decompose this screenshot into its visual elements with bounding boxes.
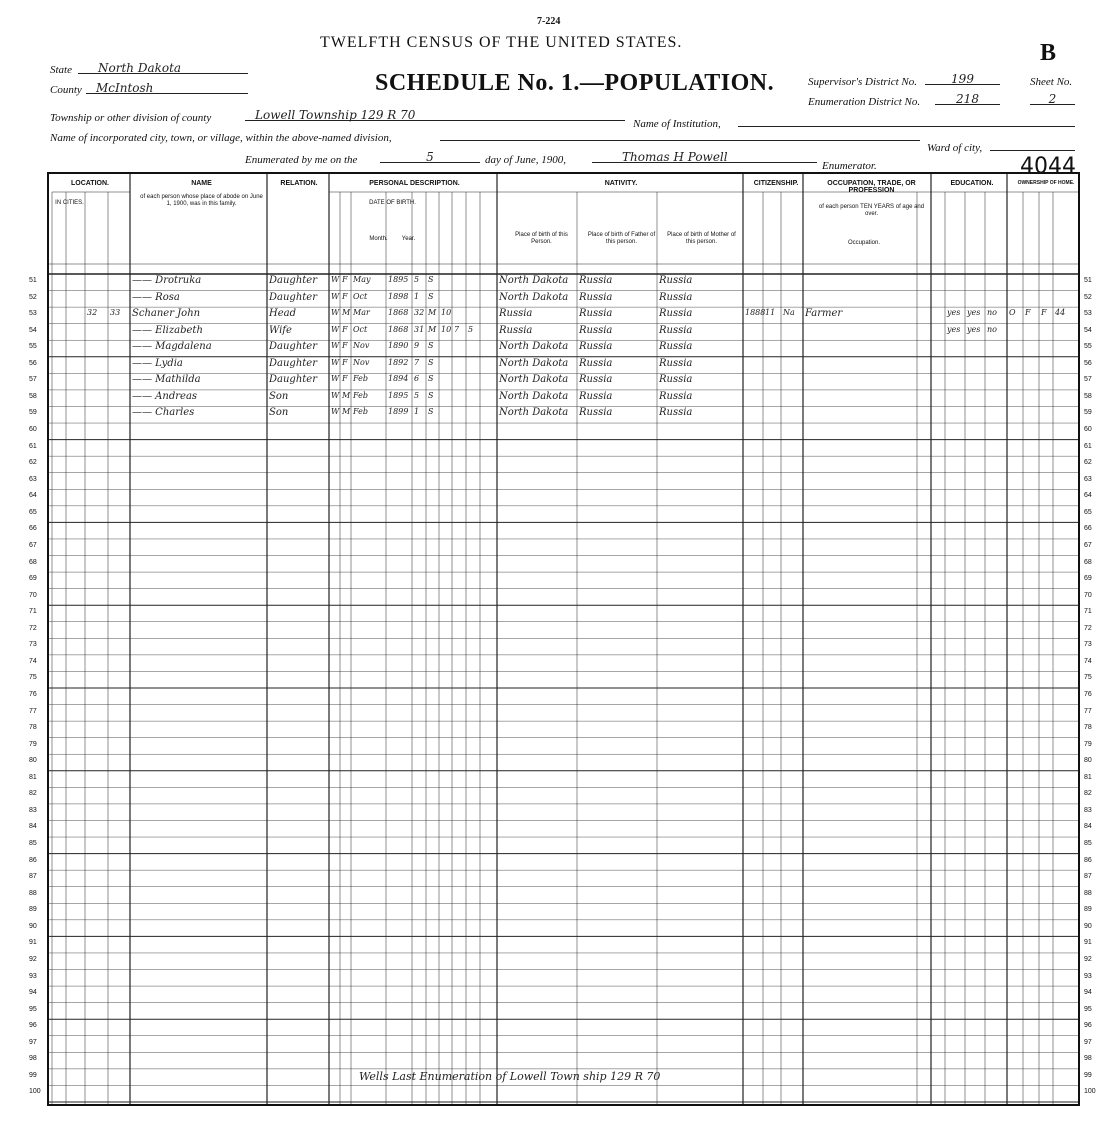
state-value: North Dakota	[98, 61, 182, 75]
cell-marital: M	[428, 324, 437, 334]
row-number-right: 62	[1084, 459, 1092, 467]
cell-relation: Son	[269, 390, 289, 402]
cell-name: —— Mathilda	[132, 374, 201, 386]
cell-name: —— Magdalena	[132, 341, 212, 353]
row-number-right: 89	[1084, 906, 1092, 914]
header-education: EDUCATION.	[950, 180, 994, 187]
state-field[interactable]	[78, 59, 248, 74]
row-number-right: 72	[1084, 624, 1092, 632]
row-number-right: 53	[1084, 310, 1092, 318]
row-number-left: 100	[29, 1088, 41, 1096]
cell-month: Oct	[353, 324, 368, 334]
cell-marital: S	[428, 407, 434, 417]
cell-birth-father: Russia	[579, 291, 613, 303]
cell-name: —— Lydia	[132, 357, 183, 369]
row-number-left: 69	[29, 575, 37, 583]
enumerated-label: Enumerated by me on the	[245, 154, 358, 166]
row-number-right: 93	[1084, 972, 1092, 980]
county-value: McIntosh	[96, 81, 154, 95]
form-code: 7-224	[537, 16, 561, 27]
row-number-right: 71	[1084, 608, 1092, 616]
cell-month: May	[353, 275, 371, 284]
row-number-left: 58	[29, 392, 37, 400]
cell-color: W	[331, 308, 340, 318]
row-number-right: 59	[1084, 409, 1092, 417]
cell-relation: Wife	[269, 324, 292, 336]
row-number-left: 61	[29, 442, 37, 450]
ward-label: Ward of city,	[927, 142, 983, 154]
cell-month: Nov	[353, 341, 370, 351]
row-number-left: 96	[29, 1022, 37, 1030]
cell-birth-father: Russia	[579, 308, 613, 320]
cell-birth-father: Russia	[579, 407, 613, 419]
cell-birth-mother: Russia	[659, 275, 693, 286]
cell-family: 33	[110, 308, 121, 318]
row-number-right: 90	[1084, 922, 1092, 930]
cell-occupation: Farmer	[805, 308, 843, 320]
cell-years-married: 10	[441, 324, 452, 334]
header-relation: RELATION.	[280, 180, 318, 187]
cell-children: 7	[454, 324, 460, 334]
header-occupation-sub: of each person TEN YEARS of age and over.	[818, 204, 925, 217]
row-number-left: 85	[29, 840, 37, 848]
cell-birth-mother: Russia	[659, 390, 693, 402]
cell-birth-person: Russia	[499, 324, 533, 336]
cell-month: Feb	[353, 390, 368, 400]
cell-name: —— Drotruka	[132, 275, 202, 286]
cell-name: Schaner John	[132, 308, 201, 320]
row-number-right: 99	[1084, 1071, 1092, 1079]
header-in-cities: IN CITIES.	[55, 200, 84, 206]
row-number-right: 60	[1084, 426, 1092, 434]
state-label: State	[50, 64, 72, 76]
row-number-right: 67	[1084, 541, 1092, 549]
row-number-right: 94	[1084, 989, 1092, 997]
row-number-left: 70	[29, 591, 37, 599]
header-occupation-col: Occupation.	[847, 240, 881, 246]
enumeration-field[interactable]	[935, 90, 1000, 105]
cell-birth-mother: Russia	[659, 324, 693, 336]
row-number-right: 80	[1084, 757, 1092, 765]
row-number-left: 59	[29, 409, 37, 417]
row-number-right: 100	[1084, 1088, 1096, 1096]
cell-age: 1	[414, 407, 420, 417]
row-number-left: 72	[29, 624, 37, 632]
cell-age: 1	[414, 291, 420, 301]
row-number-right: 74	[1084, 657, 1092, 665]
township-value: Lowell Township 129 R 70	[255, 108, 416, 122]
cell-birth-father: Russia	[579, 374, 613, 386]
cell-birth-mother: Russia	[659, 407, 693, 419]
enumerated-day: 5	[426, 150, 434, 164]
sheet-letter: B	[1040, 40, 1057, 66]
cell-birth-mother: Russia	[659, 291, 693, 303]
cell-sex: F	[342, 341, 348, 351]
row-number-left: 81	[29, 773, 37, 781]
row-number-right: 97	[1084, 1038, 1092, 1046]
row-number-right: 95	[1084, 1005, 1092, 1013]
cell-year: 1892	[388, 357, 409, 367]
cell-sex: F	[342, 324, 348, 334]
supervisor-label: Supervisor's District No.	[808, 76, 917, 88]
cell-name: —— Andreas	[132, 390, 198, 402]
row-number-left: 73	[29, 641, 37, 649]
sheet-label: Sheet No.	[1030, 76, 1073, 88]
township-field[interactable]	[245, 106, 625, 121]
cell-birth-mother: Russia	[659, 308, 693, 320]
header-personal: PERSONAL DESCRIPTION.	[369, 180, 460, 187]
row-number-right: 55	[1084, 343, 1092, 351]
row-number-left: 80	[29, 757, 37, 765]
row-number-right: 82	[1084, 790, 1092, 798]
cell-name: —— Elizabeth	[132, 324, 203, 336]
cell-month: Feb	[353, 374, 368, 384]
cell-sex: M	[342, 308, 351, 318]
cell-birth-person: North Dakota	[499, 275, 569, 286]
footer-note: Wells Last Enumeration of Lowell Town ship 129 R 70	[359, 1070, 661, 1083]
sheet-value: 2	[1048, 92, 1057, 106]
row-number-left: 99	[29, 1071, 37, 1079]
row-number-left: 76	[29, 691, 37, 698]
cell-birth-person: North Dakota	[499, 390, 569, 402]
row-number-right: 66	[1084, 525, 1092, 533]
cell-name: —— Charles	[132, 407, 195, 419]
row-number-right: 63	[1084, 475, 1092, 483]
row-number-right: 92	[1084, 955, 1092, 963]
cell-birth-person: Russia	[499, 308, 533, 320]
institution-label: Name of Institution,	[633, 118, 721, 130]
cell-year: 1868	[388, 308, 409, 318]
enumeration-value: 218	[956, 92, 979, 106]
row-number-left: 95	[29, 1005, 37, 1013]
cell-year: 1895	[388, 275, 409, 284]
township-label: Township or other division of county	[50, 112, 212, 124]
cell-birth-person: North Dakota	[499, 341, 569, 353]
row-number-left: 94	[29, 989, 37, 997]
row-number-left: 54	[29, 326, 37, 334]
row-number-right: 56	[1084, 359, 1092, 367]
cell-year: 1868	[388, 324, 409, 334]
cell-farm: F	[1041, 308, 1047, 318]
cell-relation: Daughter	[269, 291, 317, 303]
supervisor-field[interactable]	[925, 70, 1000, 85]
cell-color: W	[331, 357, 340, 367]
row-number-left: 79	[29, 740, 37, 748]
cell-age: 5	[414, 390, 420, 400]
enumerator-field[interactable]	[592, 148, 817, 163]
row-number-left: 92	[29, 955, 37, 963]
cell-year: 1899	[388, 407, 409, 417]
cell-owned: O	[1009, 308, 1016, 318]
row-number-right: 54	[1084, 326, 1092, 334]
row-number-left: 78	[29, 724, 37, 732]
cell-sex: F	[342, 357, 348, 367]
row-number-right: 96	[1084, 1022, 1092, 1030]
header-location: LOCATION.	[71, 180, 109, 187]
row-number-right: 76	[1084, 691, 1092, 698]
county-field[interactable]	[86, 79, 248, 94]
row-number-right: 87	[1084, 873, 1092, 881]
row-number-left: 86	[29, 856, 37, 864]
cell-month: Oct	[353, 291, 368, 301]
row-number-right: 78	[1084, 724, 1092, 732]
cell-color: W	[331, 390, 340, 400]
enumerated-day-field[interactable]	[380, 148, 480, 163]
cell-year: 1894	[388, 374, 409, 384]
cell-month: Mar	[353, 308, 370, 318]
cell-relation: Daughter	[269, 357, 317, 369]
cell-birth-father: Russia	[579, 357, 613, 369]
county-label: County	[50, 84, 82, 96]
cell-birth-mother: Russia	[659, 357, 693, 369]
cell-year: 1890	[388, 341, 409, 351]
cell-relation: Head	[269, 308, 297, 320]
cell-name: —— Rosa	[132, 291, 180, 303]
cell-relation: Son	[269, 407, 289, 419]
cell-relation: Daughter	[269, 275, 317, 286]
cell-birth-person: North Dakota	[499, 407, 569, 419]
row-number-left: 89	[29, 906, 37, 914]
cell-write: yes	[967, 308, 981, 318]
schedule-title: SCHEDULE No. 1.—POPULATION.	[375, 70, 775, 96]
row-number-right: 73	[1084, 641, 1092, 649]
row-number-left: 77	[29, 707, 37, 715]
cell-sex: F	[342, 291, 348, 301]
cell-marital: S	[428, 374, 434, 384]
cell-year: 1895	[388, 390, 409, 400]
row-number-left: 75	[29, 674, 37, 682]
header-year: Year.	[401, 236, 416, 242]
row-number-left: 62	[29, 459, 37, 467]
header-nat-mother: Place of birth of Mother of this person.	[667, 232, 736, 245]
row-number-right: 79	[1084, 740, 1092, 748]
row-number-right: 85	[1084, 840, 1092, 848]
cell-free: F	[1025, 308, 1031, 318]
cell-birth-father: Russia	[579, 341, 613, 353]
row-number-right: 68	[1084, 558, 1092, 566]
row-number-left: 55	[29, 343, 37, 351]
row-number-right: 69	[1084, 575, 1092, 583]
row-number-left: 98	[29, 1055, 37, 1063]
row-number-right: 88	[1084, 889, 1092, 897]
cell-age: 32	[414, 308, 425, 318]
stamp-number: 4044	[1020, 154, 1076, 179]
cell-birth-person: North Dakota	[499, 291, 569, 303]
row-number-right: 51	[1084, 277, 1092, 284]
row-number-left: 74	[29, 657, 37, 665]
cell-immigration: 1888	[745, 308, 766, 318]
cell-schedule: 44	[1055, 308, 1066, 318]
cell-birth-father: Russia	[579, 275, 613, 286]
cell-birth-person: North Dakota	[499, 374, 569, 386]
cell-marital: S	[428, 357, 434, 367]
cell-birth-mother: Russia	[659, 341, 693, 353]
supervisor-value: 199	[951, 72, 974, 86]
enumerator-label: Enumerator.	[822, 160, 877, 172]
row-number-right: 91	[1084, 939, 1092, 947]
row-number-left: 64	[29, 492, 37, 500]
cell-read: yes	[947, 308, 961, 318]
row-number-right: 98	[1084, 1055, 1092, 1063]
cell-marital: S	[428, 390, 434, 400]
row-number-left: 66	[29, 525, 37, 533]
sheet-field[interactable]	[1030, 90, 1075, 105]
cell-age: 9	[414, 341, 420, 351]
cell-english: no	[987, 308, 997, 318]
cell-relation: Daughter	[269, 341, 317, 353]
cell-month: Feb	[353, 407, 368, 417]
census-title: TWELFTH CENSUS OF THE UNITED STATES.	[320, 34, 683, 51]
row-number-left: 67	[29, 541, 37, 549]
row-number-right: 64	[1084, 492, 1092, 500]
header-nativity: NATIVITY.	[604, 180, 638, 187]
cell-age: 31	[414, 324, 425, 334]
cell-sex: M	[342, 407, 351, 417]
row-number-right: 61	[1084, 442, 1092, 450]
cell-sex: F	[342, 275, 348, 284]
cell-age: 5	[414, 275, 420, 284]
cell-years-us: 11	[765, 308, 776, 318]
row-number-left: 68	[29, 558, 37, 566]
cell-color: W	[331, 291, 340, 301]
header-name-sub: of each person whose place of abode on June 1, 1900, was in this family.	[140, 194, 263, 207]
row-number-left: 60	[29, 426, 37, 434]
row-number-right: 65	[1084, 508, 1092, 516]
institution-field[interactable]	[738, 112, 1075, 127]
row-number-right: 81	[1084, 773, 1092, 781]
cell-marital: M	[428, 308, 437, 318]
row-number-left: 90	[29, 922, 37, 930]
row-number-right: 57	[1084, 376, 1092, 384]
row-number-right: 86	[1084, 856, 1092, 864]
row-number-right: 58	[1084, 392, 1092, 400]
row-number-left: 53	[29, 310, 37, 318]
cell-marital: S	[428, 275, 434, 284]
cell-english: no	[987, 324, 997, 334]
enumeration-label: Enumeration District No.	[808, 96, 921, 108]
cell-color: W	[331, 374, 340, 384]
row-number-left: 88	[29, 889, 37, 897]
row-number-left: 91	[29, 939, 37, 947]
cell-marital: S	[428, 341, 434, 351]
cell-color: W	[331, 341, 340, 351]
row-number-left: 51	[29, 277, 37, 284]
cell-color: W	[331, 275, 340, 284]
cell-color: W	[331, 324, 340, 334]
cell-sex: M	[342, 390, 351, 400]
cell-age: 6	[414, 374, 420, 384]
row-number-left: 83	[29, 806, 37, 814]
header-name: NAME	[191, 180, 212, 187]
row-number-left: 87	[29, 873, 37, 881]
row-number-left: 56	[29, 359, 37, 367]
cell-read: yes	[947, 324, 961, 334]
cell-year: 1898	[388, 291, 409, 301]
cell-age: 7	[414, 357, 420, 367]
cell-living: 5	[468, 324, 474, 334]
row-number-right: 52	[1084, 293, 1092, 301]
header-month: Month.	[369, 236, 388, 242]
enumerated-rest: day of June, 1900,	[485, 154, 566, 166]
row-number-right: 75	[1084, 674, 1092, 682]
header-citizenship: CITIZENSHIP.	[753, 180, 799, 187]
cell-month: Nov	[353, 357, 370, 367]
row-number-left: 97	[29, 1038, 37, 1046]
cell-birth-father: Russia	[579, 390, 613, 402]
row-number-right: 70	[1084, 591, 1092, 599]
city-field[interactable]	[440, 126, 920, 141]
census-grid	[29, 172, 1096, 1106]
header-nat-person: Place of birth of this Person.	[515, 232, 568, 245]
cell-sex: F	[342, 374, 348, 384]
row-number-right: 83	[1084, 806, 1092, 814]
cell-dwelling: 32	[87, 308, 98, 318]
header-ownership: OWNERSHIP OF HOME.	[1017, 180, 1075, 186]
row-number-right: 84	[1084, 823, 1092, 831]
city-label: Name of incorporated city, town, or village, within the above-named division,	[50, 132, 392, 144]
cell-color: W	[331, 407, 340, 417]
row-number-left: 84	[29, 823, 37, 831]
row-number-left: 65	[29, 508, 37, 516]
enumerator-value: Thomas H Powell	[622, 150, 728, 164]
row-number-left: 93	[29, 972, 37, 980]
header-nat-father: Place of birth of Father of this person.	[587, 232, 656, 245]
cell-birth-person: North Dakota	[499, 357, 569, 369]
row-number-left: 57	[29, 376, 37, 384]
row-number-right: 77	[1084, 707, 1092, 715]
ward-field[interactable]	[990, 136, 1075, 151]
cell-naturalization: Na	[783, 308, 795, 318]
cell-birth-father: Russia	[579, 324, 613, 336]
row-number-left: 63	[29, 475, 37, 483]
row-number-left: 82	[29, 790, 37, 798]
header-occupation: OCCUPATION, TRADE, OR PROFESSION	[827, 180, 916, 194]
row-number-left: 52	[29, 293, 37, 301]
cell-birth-mother: Russia	[659, 374, 693, 386]
cell-relation: Daughter	[269, 374, 317, 386]
cell-write: yes	[967, 324, 981, 334]
cell-marital: S	[428, 291, 434, 301]
header-date-of-birth: DATE OF BIRTH.	[369, 200, 416, 206]
row-number-left: 71	[29, 608, 37, 616]
cell-years-married: 10	[441, 308, 452, 318]
